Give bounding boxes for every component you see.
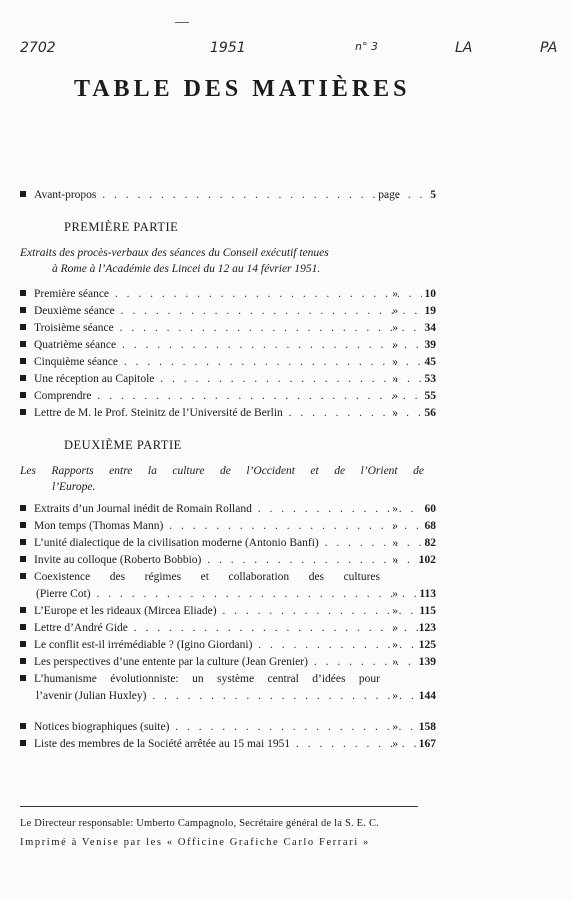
toc-entry-label: Comprendre . . . xyxy=(34,390,422,402)
toc-entry-marker: » xyxy=(392,339,398,351)
bullet-icon xyxy=(20,409,26,415)
toc-entry-marker: » xyxy=(392,656,398,668)
toc-entry-marker: » xyxy=(392,373,398,385)
toc-entry-page: 56 xyxy=(424,407,436,419)
part-heading-premiere: PREMIÈRE PARTIE xyxy=(64,220,179,234)
part-intro-line: Extraits des procès-verbaux des séances du Conseil exécutif tenues xyxy=(20,247,329,259)
toc-entry-marker: » xyxy=(392,503,398,515)
toc-entry-label: L’unité dialectique de la civilisation moderne (Antonio Banfi) . . . xyxy=(34,537,422,549)
toc-entry-label: Le conflit est-il irrémédiable ? (Igino Giordani) . . . xyxy=(34,639,422,651)
toc-entry-marker: » xyxy=(392,520,398,532)
toc-entry-marker: » xyxy=(392,390,398,402)
toc-entry-label: Une réception au Capitole . . . xyxy=(34,373,422,385)
bullet-icon xyxy=(20,522,26,528)
toc-entry-marker: » xyxy=(392,407,398,419)
toc-entry-label: Avant-propos . . . xyxy=(34,189,422,201)
toc-entry-marker: » xyxy=(392,690,398,702)
footer-rule xyxy=(20,806,418,807)
toc-entry-marker: » xyxy=(392,721,398,733)
bullet-icon xyxy=(20,290,26,296)
pencil-mark xyxy=(175,22,189,23)
part-heading-deuxieme: DEUXIÈME PARTIE xyxy=(64,438,182,452)
handwritten-note-la: LA xyxy=(455,40,473,56)
toc-entry-page: 113 xyxy=(419,588,436,600)
toc-entry-page: 167 xyxy=(418,738,436,750)
bullet-icon xyxy=(20,539,26,545)
toc-entry-page: 123 xyxy=(418,622,436,634)
bullet-icon xyxy=(20,624,26,630)
toc-entry-label: Mon temps (Thomas Mann) . . . xyxy=(34,520,422,532)
bullet-icon xyxy=(20,358,26,364)
toc-entry-marker: » xyxy=(392,537,398,549)
bullet-icon xyxy=(20,505,26,511)
bullet-icon xyxy=(20,392,26,398)
bullet-icon xyxy=(20,658,26,664)
footer-director: Le Directeur responsable: Umberto Campagnolo, Secrétaire général de la S. E. C. xyxy=(20,818,379,829)
toc-entry-page: 139 xyxy=(418,656,436,668)
toc-entry-marker: » xyxy=(392,738,398,750)
toc-entry-label: (Pierre Cot) . . . xyxy=(36,588,422,600)
bullet-icon xyxy=(20,341,26,347)
part-intro-line: l’Europe. xyxy=(52,481,96,493)
toc-entry-label: Les perspectives d’une entente par la culture (Jean Grenier) . . . xyxy=(34,656,422,668)
toc-entry-label: Lettre d’André Gide . . . xyxy=(34,622,422,634)
toc-entry-marker: » xyxy=(392,305,398,317)
toc-entry-page: 39 xyxy=(424,339,436,351)
toc-entry-page: 60 xyxy=(424,503,436,515)
bullet-icon xyxy=(20,607,26,613)
bullet-icon xyxy=(20,324,26,330)
bullet-icon xyxy=(20,191,26,197)
handwritten-note-issue: n° 3 xyxy=(355,40,378,53)
toc-entry-label: Coexistence des régimes et collaboration des cultures xyxy=(34,571,380,583)
toc-entry-page: 115 xyxy=(419,605,436,617)
toc-entry-marker: » xyxy=(392,588,398,600)
part-intro-premiere xyxy=(20,245,424,277)
toc-entry-page: 53 xyxy=(424,373,436,385)
handwritten-note-year: 1951 xyxy=(210,40,246,56)
toc-entry-marker: » xyxy=(392,605,398,617)
bullet-icon xyxy=(20,556,26,562)
toc-entry-page: 144 xyxy=(418,690,436,702)
toc-entry-label: Cinquième séance . . . xyxy=(34,356,422,368)
toc-entry-label: Notices biographiques (suite) . . . xyxy=(34,721,422,733)
toc-entry-label: L’Europe et les rideaux (Mircea Eliade) . . . xyxy=(34,605,422,617)
toc-entry-page: 34 xyxy=(424,322,436,334)
toc-entry-page: 45 xyxy=(424,356,436,368)
toc-entry-marker: » xyxy=(392,322,398,334)
bullet-icon xyxy=(20,740,26,746)
footer-printer: Imprimé à Venise par les « Officine Grafiche Carlo Ferrari » xyxy=(20,837,370,848)
toc-entry-label: Extraits d’un Journal inédit de Romain Rolland . . . xyxy=(34,503,422,515)
part-intro-line: Les Rapports entre la culture de l’Occident et de l’Orient de xyxy=(20,465,424,477)
bullet-icon xyxy=(20,675,26,681)
toc-entry-page: 10 xyxy=(424,288,436,300)
page-title: TABLE DES MATIÈRES xyxy=(74,76,411,102)
toc-entry-label: Quatrième séance . . . xyxy=(34,339,422,351)
part-intro-line: à Rome à l’Académie des Lincei du 12 au 14 février 1951. xyxy=(52,263,321,275)
toc-entry-page: 158 xyxy=(418,721,436,733)
toc-entry-label: Troisième séance . . . xyxy=(34,322,422,334)
bullet-icon xyxy=(20,307,26,313)
toc-entry-label: Invite au colloque (Roberto Bobbio) . . . xyxy=(34,554,422,566)
toc-entry-marker: » xyxy=(392,356,398,368)
part-intro-deuxieme xyxy=(20,463,424,495)
toc-entry-label: Lettre de M. le Prof. Steinitz de l’Université de Berlin . . . xyxy=(34,407,422,419)
toc-entry-marker: » xyxy=(392,639,398,651)
toc-entry-marker: » xyxy=(392,622,398,634)
bullet-icon xyxy=(20,723,26,729)
toc-entry-label: l’avenir (Julian Huxley) . . . xyxy=(36,690,422,702)
toc-entry-page: 68 xyxy=(424,520,436,532)
bullet-icon xyxy=(20,573,26,579)
toc-entry-page: 5 xyxy=(430,189,436,201)
toc-entry-marker: page xyxy=(378,189,400,201)
toc-entry-page: 102 xyxy=(418,554,436,566)
toc-entry-page: 82 xyxy=(424,537,436,549)
toc-entry-page: 55 xyxy=(424,390,436,402)
toc-entry-page: 19 xyxy=(424,305,436,317)
toc-entry-label: Deuxième séance . . . xyxy=(34,305,422,317)
handwritten-note-number: 2702 xyxy=(20,40,56,56)
toc-entry-page: 125 xyxy=(418,639,436,651)
toc-entry-multiline xyxy=(20,570,380,585)
bullet-icon xyxy=(20,641,26,647)
toc-entry-multiline xyxy=(20,672,380,687)
toc-entry-marker: » xyxy=(392,554,398,566)
toc-entry-label: L’humanisme évolutionniste: un système central d’idées pour xyxy=(34,673,380,685)
toc-entry-label: Liste des membres de la Société arrêtée au 15 mai 1951 . . . xyxy=(34,738,422,750)
bullet-icon xyxy=(20,375,26,381)
toc-entry-marker: » xyxy=(392,288,398,300)
toc-entry-label: Première séance . . . xyxy=(34,288,422,300)
handwritten-note-pa: PA xyxy=(540,40,558,56)
